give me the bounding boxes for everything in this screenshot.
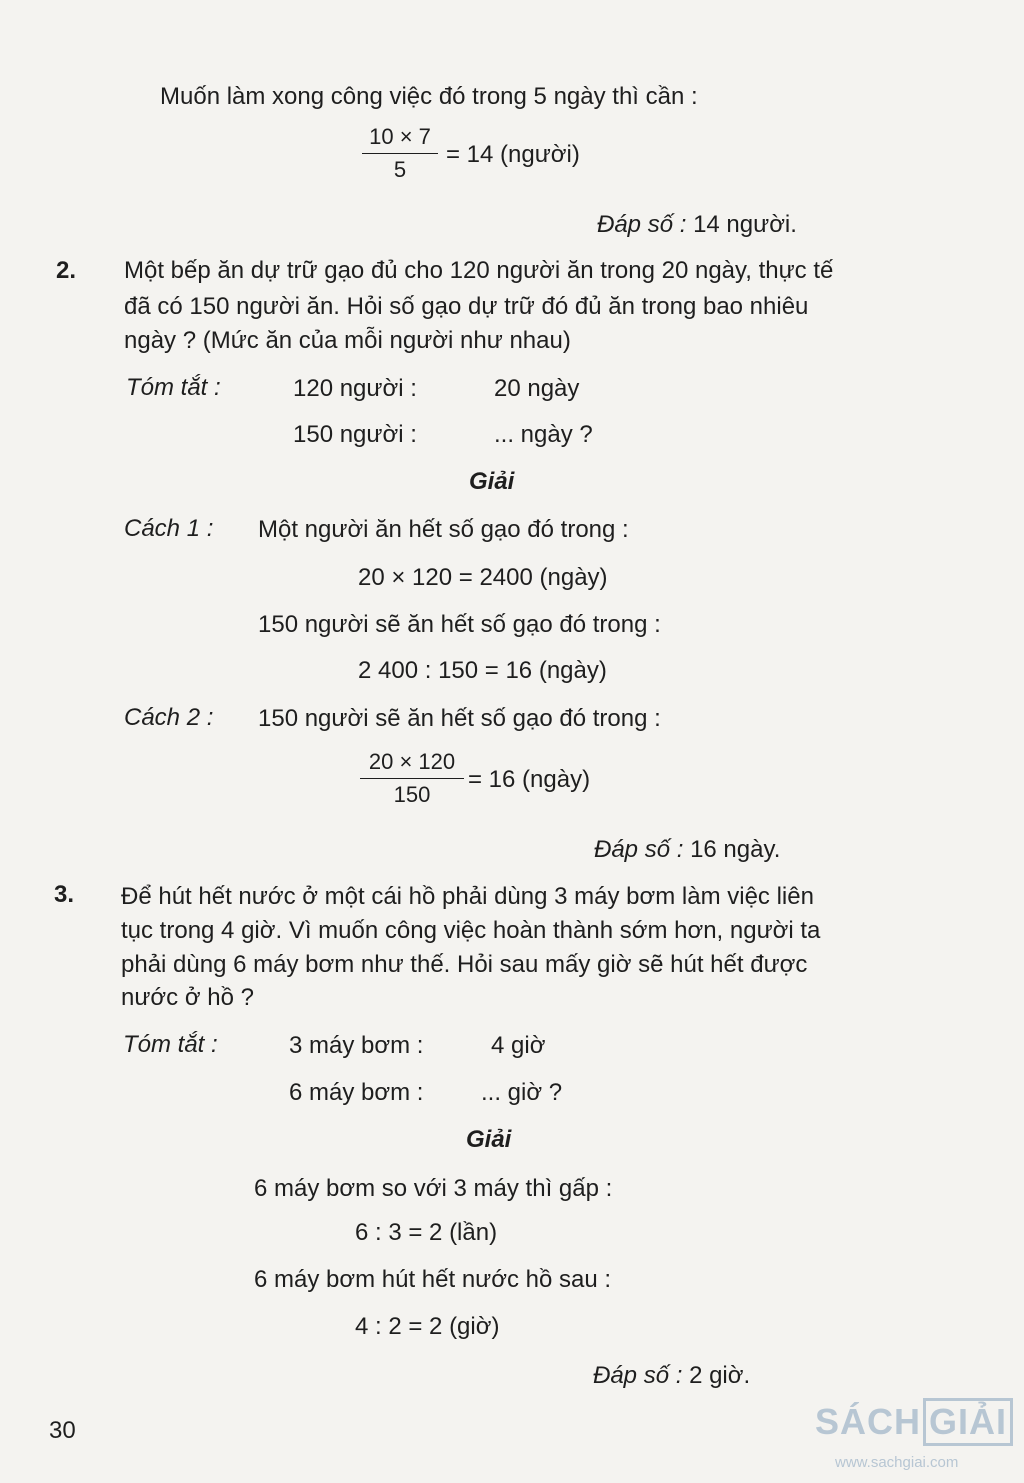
p2-number: 2.: [56, 257, 77, 284]
p3-text-line3: phải dùng 6 máy bơm như thế. Hỏi sau mấy giờ sẽ hút hết được: [121, 951, 808, 978]
fraction-bar: [360, 778, 464, 779]
logo-word-left: SÁCH: [815, 1401, 922, 1442]
p1-fraction: [362, 123, 438, 184]
p3-summary-label: Tóm tắt :: [123, 1031, 218, 1058]
p3-text-line2: tục trong 4 giờ. Vì muốn công việc hoàn thành sớm hơn, người ta: [121, 917, 821, 944]
sachgiai-logo: [815, 1398, 1020, 1478]
p3-sum-row1-left: 3 máy bơm :: [289, 1032, 424, 1059]
p3-s-line1: 6 máy bơm so với 3 máy thì gấp :: [254, 1175, 613, 1202]
p3-s-line4: 4 : 2 = 2 (giờ): [355, 1313, 500, 1340]
p2-text-line2: đã có 150 người ăn. Hỏi số gạo dự trữ đó đủ ăn trong bao nhiêu: [124, 293, 809, 320]
page-number: 30: [49, 1417, 76, 1444]
p2-m1-line4: 2 400 : 150 = 16 (ngày): [358, 657, 607, 684]
p3-solution-heading: Giải: [466, 1126, 512, 1153]
answer-value: 14 người.: [693, 211, 797, 238]
p3-sum-row2-right: ... giờ ?: [481, 1079, 563, 1106]
p2-method1-label: Cách 1 :: [124, 515, 214, 542]
logo-word-boxed: GIẢI: [923, 1398, 1013, 1446]
p2-solution-heading: Giải: [469, 468, 515, 495]
p2-text-line3: ngày ? (Mức ăn của mỗi người như nhau): [124, 327, 571, 354]
p2-fraction: [360, 748, 464, 809]
p2-sum-row1-right: 20 ngày: [494, 375, 580, 402]
p2-sum-row1-left: 120 người :: [293, 375, 417, 402]
p2-summary-label: Tóm tắt :: [126, 374, 221, 401]
p3-sum-row2-left: 6 máy bơm :: [289, 1079, 424, 1106]
p1-intro: Muốn làm xong công việc đó trong 5 ngày thì cần :: [160, 83, 698, 110]
p3-number: 3.: [54, 881, 75, 908]
p1-frac-denominator: 5: [393, 157, 407, 182]
fraction-bar: [362, 153, 438, 154]
p3-text-line4: nước ở hồ ?: [121, 984, 254, 1011]
logo-word: [815, 1398, 1013, 1446]
p3-s-line3: 6 máy bơm hút hết nước hồ sau :: [254, 1266, 612, 1293]
p2-answer: [594, 835, 780, 865]
p2-m2-line1: 150 người sẽ ăn hết số gạo đó trong :: [258, 705, 661, 732]
answer-label: Đáp số :: [597, 211, 687, 238]
answer-value: 16 ngày.: [690, 836, 781, 863]
logo-url: www.sachgiai.com: [835, 1454, 959, 1471]
p2-m1-line1: Một người ăn hết số gạo đó trong :: [258, 516, 629, 543]
p2-sum-row2-left: 150 người :: [293, 421, 417, 448]
p3-answer: [593, 1361, 750, 1391]
p2-text-line1: Một bếp ăn dự trữ gạo đủ cho 120 người ăn trong 20 ngày, thực tế: [124, 257, 834, 284]
p2-frac-denominator: 150: [393, 782, 431, 807]
p2-frac-numerator: 20 × 120: [368, 749, 456, 774]
p2-m1-line3: 150 người sẽ ăn hết số gạo đó trong :: [258, 611, 661, 638]
p2-m1-line2: 20 × 120 = 2400 (ngày): [358, 564, 608, 591]
p3-text-line1: Để hút hết nước ở một cái hồ phải dùng 3 máy bơm làm việc liên: [121, 883, 814, 910]
p2-frac-result: = 16 (ngày): [468, 766, 591, 793]
answer-label: Đáp số :: [594, 836, 684, 863]
p3-s-line2: 6 : 3 = 2 (lần): [355, 1219, 498, 1246]
p1-frac-numerator: 10 × 7: [369, 124, 431, 149]
p1-frac-result: = 14 (người): [446, 141, 580, 168]
p3-sum-row1-right: 4 giờ: [491, 1032, 546, 1059]
answer-value: 2 giờ.: [689, 1362, 751, 1389]
p1-answer: [597, 210, 797, 240]
p2-sum-row2-right: ... ngày ?: [494, 421, 593, 448]
p2-method2-label: Cách 2 :: [124, 704, 214, 731]
answer-label: Đáp số :: [593, 1362, 683, 1389]
